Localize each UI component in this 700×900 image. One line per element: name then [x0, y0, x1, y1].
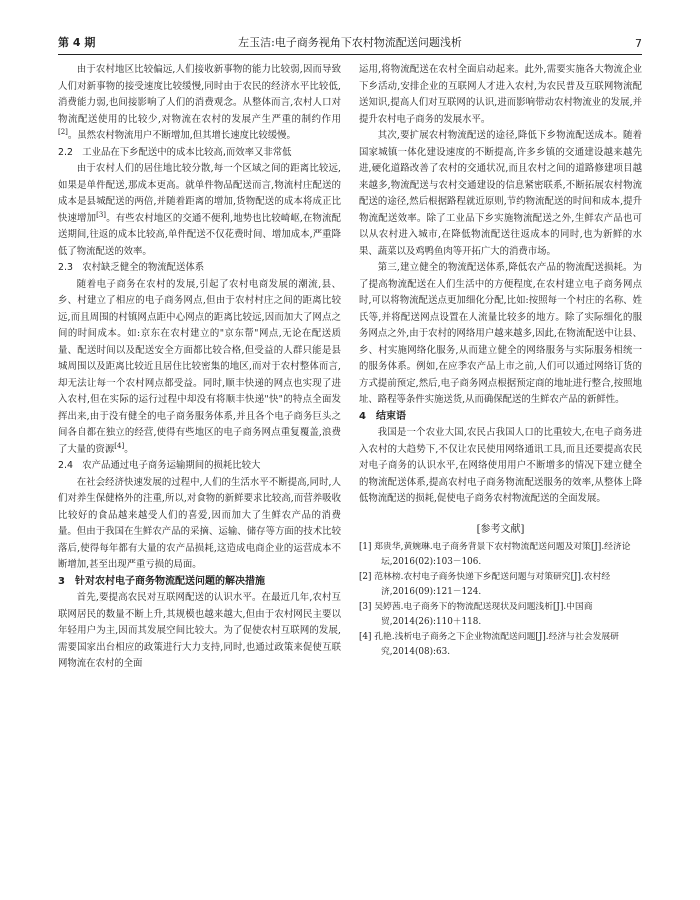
- citation: [4]: [114, 441, 125, 450]
- section-heading-2-2: 2.2 工业品在下乡配送中的成本比较高,而效率又非常低: [58, 146, 292, 158]
- citation: [2]: [58, 127, 68, 136]
- section-heading-2-3: 2.3 农村缺乏健全的物流配送体系: [58, 262, 205, 273]
- references-title: [参考文献]: [476, 523, 525, 535]
- section-heading-3: 3 针对农村电子商务物流配送问题的解决措施: [58, 575, 265, 587]
- reference-item: [2] 范林榜.农村电子商务快递下乡配送问题与对策研究[J].农村经济,2016(09):121－124.: [359, 572, 611, 597]
- paragraph: 运用,将物流配送在农村全面启动起来。此外,需要实施各大物流企业下乡活动,安排企业的互联网人才进入农村,为农民普及互联网物流配送知识,提高人们对互联网的认识,进而影响带动农村物流业的发展,并提升农村电子商务的发展水平。: [359, 64, 642, 125]
- paragraph: 首先,要提高农民对互联网配送的认识水平。在最近几年,农村互联网居民的数量不断上升,其规模也越来越大,但由于农村网民主要以年轻用户为主,因而其发展空间比较大。为了促使农村互联网的发展,需要国家出台相应的政策进行大力支持,同时,也通过政策来促使互联网物流在农村的全面: [58, 592, 341, 669]
- paragraph: 第三,建立健全的物流配送体系,降低农产品的物流配送损耗。为了提高物流配送在人们生活中的方便程度,在农村建立电子商务网点时,可以将物流配送点更加细化分配,比如:按照每一个村庄的名称、姓氏等,并将配送网点设置在人流量比较多的地方。除了实际细化的服务网点之外,由于农村的网络用户越来越多,因此,在物流配送中让县、乡、村实施网络化服务,从而建立健全的网络服务与实际服务相统一的服务体系。例如,在应季农产品上市之前,人们可以通过网络订货的方式提前预定,然后,电子商务网点根据预定商的地址进行整合,按照地址、路程等条件实施送货,从而确保配送的生鲜农产品的新鲜性。: [359, 262, 642, 405]
- reference-item: [4] 孔艳.浅析电子商务之下企业物流配送问题[J].经济与社会发展研究,2014(08):63.: [359, 632, 619, 657]
- section-heading-2-4: 2.4 农产品通过电子商务运输期间的损耗比较大: [58, 460, 261, 471]
- running-title: 左玉洁:电子商务视角下农村物流配送问题浅析: [238, 36, 462, 49]
- paragraph: 其次,要扩展农村物流配送的途径,降低下乡物流配送成本。随着国家城镇一体化建设速度的不断提高,许多乡镇的交通建设越来越先进,硬化道路改善了农村的交通状况,而且农村之间的道路修建项目越来越多,物流配送与农村交通建设的信息紧密联系,不断拓展农村物流配送的途径,然后根据路程就近原则,节约物流配送的时间和成本,提升物流配送效率。除了工业品下乡实施物流配送之外,生鲜农产品也可以从农村进入城市,在降低物流配送往返成本的同时,也为新鲜的水果、蔬菜以及鸡鸭鱼肉等开拓广大的消费市场。: [359, 130, 642, 257]
- paragraph: 由于农村人们的居住地比较分散,每一个区域之间的距离比较远,如果是单件配送,那成本更高。就单件物品配送而言,物流村庄配送的成本是县城配送的两倍,并随着距离的增加,货物配送的成本将成正比快速增加[3]。有些农村地区的交通不便利,地势也比较崎岖,在物流配送期间,往返的成本比较高,单件配送不仅花费时间、增加成本,严重降低了物流配送的效率。: [58, 163, 341, 257]
- reference-item: [1] 郑贵华,黄婉琳.电子商务背景下农村物流配送问题及对策[J].经济论坛,2016(02):103－106.: [359, 542, 631, 567]
- citation: [3]: [96, 210, 107, 219]
- paragraph: 我国是一个农业大国,农民占我国人口的比重较大,在电子商务进入农村的大趋势下,不仅让农民使用网络通讯工具,而且还要提高农民对电子商务的认识水平,在网络使用用户不断增多的情况下建立健全的物流配送体系,提高农村电子商务物流配送服务的效率,从整体上降低物流配送的损耗,促使电子商务农村物流配送的全面发展。: [359, 427, 642, 504]
- paragraph: 在社会经济快速发展的过程中,人们的生活水平不断提高,同时,人们对养生保健格外的注重,所以,对食物的新鲜要求比较高,而营养吸收比较好的食品越来越受人们的喜爱,因而加大了生鲜农产品的消费量。但由于我国在生鲜农产品的采摘、运输、储存等方面的技术比较落后,使得每年都有大量的农产品损耗,这造成电商企业的运营成本不断增加,甚至出现严重亏损的局面。: [58, 476, 341, 570]
- issue-label: 第 4 期: [58, 36, 96, 49]
- right-column: [359, 62, 642, 660]
- page-number: 7: [635, 37, 642, 50]
- left-column: [58, 62, 341, 673]
- running-header: [58, 32, 642, 55]
- paragraph: 随着电子商务在农村的发展,引起了农村电商发展的潮流,县、乡、村建立了相应的电子商务网点,但由于农村村庄之间的距离比较远,而且周围的村镇网点距中心网点的距离比较远,因而加大了网点之间的时间成本。如:京东在农村建立的"京东帮"网点,无论在配送质量、配送时间以及配送安全方面都比较合格,但受益的人群只能是县城周围以及距离比较近且居住比较密集的地区,而对于农村整体而言,却无法让每一个农村网点都受益。同时,顺丰快递的网点也实现了进入农村,但在实际的运行过程中却没有将顺丰快递"快"的特点全面发挥出来,由于没有健全的电子商务服务体系,并且各个电子商务巨头之间各自都在独立的经营,使得有些地区的电子商务网点重复覆盖,浪费了大量的资源[4]。: [58, 278, 341, 455]
- reference-item: [3] 吴婷茜.电子商务下的物流配送现状及问题浅析[J].中国商贸,2014(26):110＋118.: [359, 602, 593, 627]
- paragraph: 由于农村地区比较偏远,人们接收新事物的能力比较弱,因而导致人们对新事物的接受速度比较缓慢,同时由于农民的经济水平比较低,消费能力弱,也间接影响了人们的消费观念。从整体而言,农村人口对物流配送使用的比较少,对物流在农村的发展产生严重的制约作用[2]。虽然农村物流用户不断增加,但其增长速度比较缓慢。: [58, 64, 341, 141]
- section-heading-4: 4 结束语: [359, 410, 406, 422]
